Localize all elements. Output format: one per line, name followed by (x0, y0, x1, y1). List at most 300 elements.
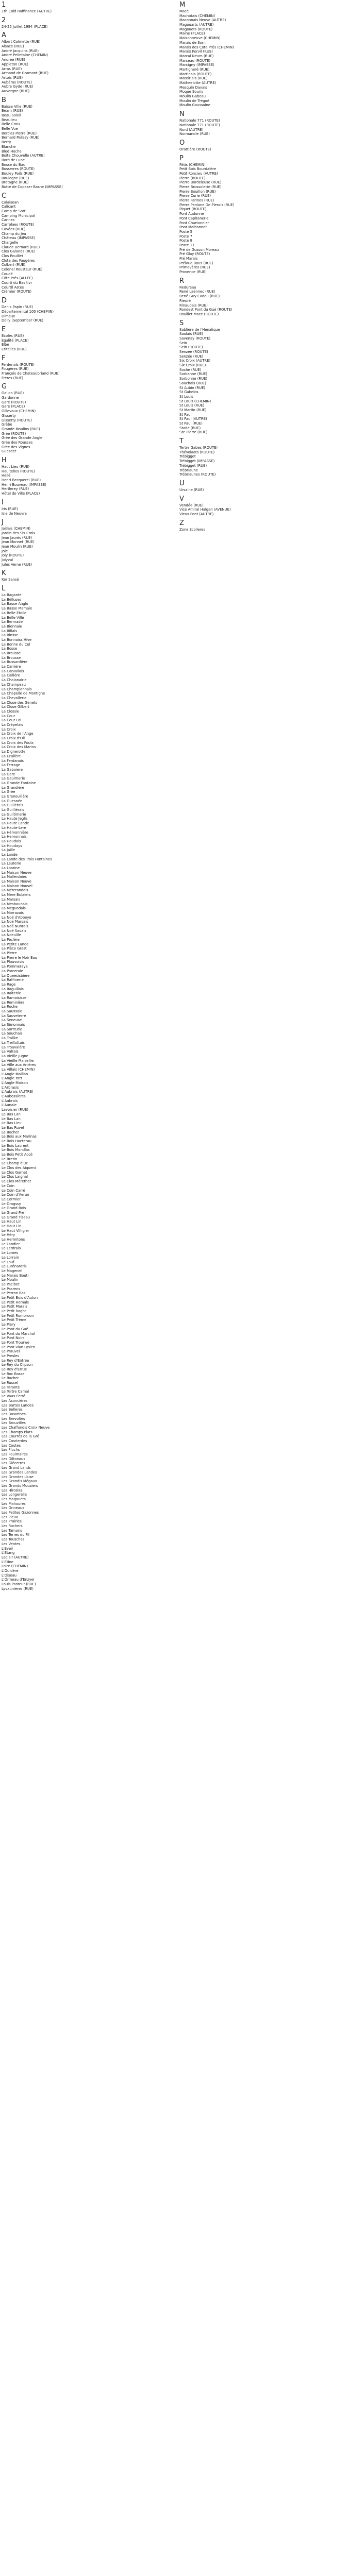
street-link[interactable]: La Haute Jeglis (2, 817, 28, 821)
street-link[interactable]: Le Lerdrais (2, 1246, 21, 1251)
street-link[interactable]: St Gabelos (179, 390, 198, 395)
street-link[interactable]: François de Chateaubriand (RUE) (2, 371, 60, 376)
street-link[interactable]: 24-25 Juillet 1994 (PLACE) (2, 24, 48, 29)
street-link[interactable]: Clos Rouillet (2, 253, 23, 258)
street-link[interactable]: La Ferdanais (2, 758, 24, 763)
street-link[interactable]: Colbert (RUE) (2, 263, 26, 267)
street-link[interactable]: Le Roc Bosse (2, 1371, 25, 1376)
street-link[interactable]: Trébigget (IMPASSE) (179, 459, 215, 464)
street-link[interactable]: Carrolaes (ROUTE) (2, 223, 35, 227)
street-link[interactable]: La Treillottais (2, 1040, 25, 1045)
street-link[interactable]: Maine (PLACE) (179, 31, 205, 36)
street-link[interactable]: Butte de Copaser Basne (IMPASSE) (2, 185, 63, 189)
street-link[interactable]: L'Eveil (2, 1546, 13, 1551)
street-link[interactable]: Pâtis (CHEMIN) (179, 162, 206, 167)
street-link[interactable]: Le Dragssy (2, 1201, 21, 1206)
street-link[interactable]: Gillevaux (CHEMIN) (2, 409, 36, 414)
street-link[interactable]: La Biennaie (2, 624, 22, 629)
street-link[interactable]: Dolly (September (RUE) (2, 318, 44, 323)
street-link[interactable]: La Raffinerie (2, 978, 24, 982)
street-link[interactable]: La Pierre (2, 951, 17, 956)
street-link[interactable]: Orattière (ROUTE) (179, 147, 211, 151)
street-link[interactable]: Les Petites Gazonnes (2, 1511, 39, 1515)
street-link[interactable]: Martigneré (RUE) (179, 67, 210, 72)
street-link[interactable]: La Queesisbière (2, 973, 30, 978)
street-link[interactable]: Gardonne (2, 396, 19, 400)
street-link[interactable]: Les Grand Lands (2, 1466, 31, 1470)
street-link[interactable]: Le Presles (2, 1353, 19, 1358)
street-link[interactable]: Crémier (ROUTE) (2, 290, 32, 294)
street-link[interactable]: Les Grandes Liuse (2, 1475, 34, 1479)
street-link[interactable]: La Cour (2, 714, 15, 718)
street-link[interactable]: Belle Vue (2, 127, 18, 131)
street-link[interactable]: Sablière de l'Hénalique (179, 327, 220, 332)
street-link[interactable]: La Chevallerie (2, 696, 27, 700)
street-link[interactable]: Le Héry (2, 1233, 15, 1238)
street-link[interactable]: Le Grand Bois (2, 1206, 26, 1211)
street-link[interactable]: La Close Gilbert (2, 705, 29, 709)
street-link[interactable]: St Aubin (RUE) (179, 385, 206, 390)
street-link[interactable]: Albert Calmette (RUE) (2, 40, 41, 44)
street-link[interactable]: Senzée (ROUTE) (179, 350, 208, 354)
street-link[interactable]: La Valrais (2, 1049, 19, 1054)
street-link[interactable]: Moque Souris (179, 90, 203, 94)
street-link[interactable]: La Croix de l'Ange (2, 732, 34, 736)
street-link[interactable]: Auvergne (RUE) (2, 89, 30, 93)
street-link[interactable]: Le Coin (2, 1183, 15, 1188)
street-link[interactable]: Camp de Sort (2, 209, 26, 214)
street-link[interactable]: Sorbonne (RUE) (179, 377, 207, 381)
street-link[interactable]: Jean Monnet (RUE) (2, 540, 35, 545)
street-link[interactable]: Le Pasrens (2, 1286, 21, 1291)
street-link[interactable]: Belle Croix (2, 122, 21, 127)
street-link[interactable]: Le Bois Petit Accé (2, 1153, 33, 1157)
street-link[interactable]: Les Bartes Landes (2, 1403, 34, 1408)
street-link[interactable]: La Jaille (2, 848, 15, 853)
street-link[interactable]: L'Oiseau (2, 1573, 17, 1578)
street-link[interactable]: La Guillièrais (2, 808, 24, 812)
street-link[interactable]: Le Lomes (2, 1251, 19, 1256)
street-link[interactable]: Matheelotte (AUTRE) (179, 81, 217, 85)
street-link[interactable]: Blanche (2, 144, 16, 149)
street-link[interactable]: Beaulieu (2, 117, 17, 122)
street-link[interactable]: Clote des Faugères (2, 258, 35, 263)
street-link[interactable]: Les Asoncières (2, 1398, 28, 1403)
street-link[interactable]: Les Foulmaires (2, 1452, 28, 1457)
street-link[interactable]: Trébriaune (179, 468, 198, 472)
street-link[interactable]: Fougères (RUE) (2, 367, 29, 371)
street-link[interactable]: Six Croix (AUTRE) (179, 359, 211, 363)
street-link[interactable]: La Guesnée (2, 799, 23, 803)
street-link[interactable]: La Bagarde (2, 593, 22, 598)
street-link[interactable]: Coudé (2, 272, 13, 276)
street-link[interactable]: Le Bois Haeterau (2, 1139, 31, 1143)
street-link[interactable]: Mateiriais (RUE) (179, 76, 208, 81)
street-link[interactable]: La Saussaie (2, 1009, 23, 1013)
street-link[interactable]: Le Petit Rombruon (2, 1313, 34, 1318)
street-link[interactable]: Sein (ROUTE) (179, 345, 203, 350)
street-link[interactable]: Le Bois Mondlas (2, 1148, 30, 1153)
street-link[interactable]: Les Prairies (2, 1519, 22, 1524)
street-link[interactable]: Beau Soleil (2, 113, 21, 117)
street-link[interactable]: Souchais (RUE) (179, 381, 206, 385)
street-link[interactable]: Le Rey du Clipson (2, 1363, 33, 1367)
street-link[interactable]: La Simonnais (2, 1023, 25, 1027)
street-link[interactable]: Les Chaffondis Croix Neuve (2, 1425, 50, 1430)
street-link[interactable]: Départemental 100 (CHEMIN) (2, 309, 54, 314)
street-link[interactable]: René Guy Cadou (RUE) (179, 294, 220, 299)
street-link[interactable]: La Croix (2, 727, 16, 732)
street-link[interactable]: Thévolaats (ROUTE) (179, 450, 215, 454)
street-link[interactable]: Le Petit Marais (2, 1304, 27, 1309)
street-link[interactable]: Le Clos Mérethet (2, 1179, 31, 1184)
street-link[interactable]: Les Hiroslas (2, 1488, 23, 1493)
street-link[interactable]: Marais des Cote Prés (CHEMIN) (179, 45, 234, 49)
street-link[interactable]: La Grandière (2, 785, 24, 790)
street-link[interactable]: Les Glécerres (2, 1461, 25, 1466)
street-link[interactable]: Le Haut Lin (2, 1219, 22, 1224)
street-link[interactable]: Les Giltonaux (2, 1456, 26, 1461)
street-link[interactable]: La Binsse (2, 633, 19, 638)
street-link[interactable]: L'Angle Maison (2, 1081, 28, 1085)
street-link[interactable]: Marais Kervil (RUE) (179, 49, 213, 54)
street-link[interactable]: La Raguillais (2, 987, 24, 991)
street-link[interactable]: Les Champs Plats (2, 1430, 32, 1434)
street-link[interactable]: Pont Malhonnet (179, 225, 207, 230)
street-link[interactable]: La Sortrurie (2, 1027, 23, 1031)
street-link[interactable]: Bernard Palissy (RUE) (2, 135, 40, 140)
street-link[interactable]: Ker Sansé (2, 578, 19, 582)
street-link[interactable]: La Brousse (2, 651, 21, 655)
street-link[interactable]: St Martin (RUE) (179, 408, 207, 412)
street-link[interactable]: Ste Pierre (RUE) (179, 430, 208, 435)
street-link[interactable]: La Meguodais (2, 906, 26, 911)
street-link[interactable]: Les Pieux (2, 1515, 18, 1519)
street-link[interactable]: Grée des Vignes (2, 445, 30, 449)
street-link[interactable]: Les Grandes Landes (2, 1470, 37, 1475)
street-link[interactable]: Stade (RUE) (179, 426, 201, 430)
street-link[interactable]: Les Mahoures (2, 1501, 26, 1506)
street-link[interactable]: La Pièce Grast (2, 946, 27, 951)
street-link[interactable]: Nationale 771 (ROUTE) (179, 123, 220, 127)
street-link[interactable]: La Houdays (2, 843, 22, 848)
street-link[interactable]: La Marsais (2, 897, 21, 902)
street-link[interactable]: Moulin Gabeau (179, 94, 206, 99)
street-link[interactable]: Pierre Brossolette (RUE) (179, 185, 222, 189)
street-link[interactable]: Bled Hoche (2, 149, 22, 154)
street-link[interactable]: La Carrière (2, 665, 21, 669)
street-link[interactable]: Le Bas Lan (2, 1112, 21, 1116)
street-link[interactable]: Prélaue Bous (RUE) (179, 261, 213, 265)
street-link[interactable]: Pierre Bordeleuse (RUE) (179, 180, 222, 185)
street-link[interactable]: Le Coin d'Aerun (2, 1193, 29, 1197)
street-link[interactable]: La Peclère (2, 938, 20, 942)
street-link[interactable]: La Bussardière (2, 660, 28, 665)
street-link[interactable]: Les Cosrierdes (2, 1439, 27, 1443)
street-link[interactable]: Moulin de Trégué (179, 98, 210, 103)
street-link[interactable]: Aubre Gyde (RUE) (2, 84, 34, 89)
street-link[interactable]: Pont Capitanerie (179, 216, 209, 221)
street-link[interactable]: Château (IMPASSE) (2, 236, 36, 241)
street-link[interactable]: Petit Roncieu (AUTRE) (179, 171, 218, 176)
street-link[interactable]: Maisonneuve (CHEMIN) (179, 36, 221, 41)
street-link[interactable]: Marcai Neum (RUE) (179, 54, 214, 58)
street-link[interactable]: Écoles (RUE) (2, 333, 24, 338)
street-link[interactable]: La Ferrage (2, 763, 20, 768)
street-link[interactable]: La Cour Loi (2, 718, 21, 723)
street-link[interactable]: Le Petit Trème (2, 1318, 27, 1323)
street-link[interactable]: Jaillais (CHEMIN) (2, 527, 30, 531)
street-link[interactable]: La Champeau (2, 682, 26, 687)
street-link[interactable]: Joly (ROUTE) (2, 553, 24, 558)
street-link[interactable]: Piquet (ROUTE) (179, 207, 207, 212)
street-link[interactable]: Grée des Rousses (2, 440, 33, 445)
street-link[interactable]: Le Hermitons (2, 1238, 25, 1242)
street-link[interactable]: La Basse Anglo (2, 602, 28, 606)
street-link[interactable]: Gare (ROUTE) (2, 400, 26, 404)
street-link[interactable]: La Maison Neuve (2, 870, 31, 875)
street-link[interactable]: L'Aunaie (2, 1103, 17, 1108)
street-link[interactable]: La Bélluses (2, 597, 22, 602)
street-link[interactable]: La Morrazais (2, 910, 24, 915)
street-link[interactable]: Le Cormier (2, 1197, 21, 1201)
street-link[interactable]: L'Ormeau d'Enzyer (2, 1578, 35, 1582)
street-link[interactable]: Le Clos des Aiqueni (2, 1166, 36, 1171)
street-link[interactable]: Le Champ d'Or (2, 1161, 28, 1166)
street-link[interactable]: Pont Audonne (179, 212, 204, 216)
street-link[interactable]: Le Louf (2, 1260, 14, 1264)
street-link[interactable]: Vendée (RUE) (179, 503, 204, 507)
street-link[interactable]: La Seneuse (2, 1018, 22, 1023)
street-link[interactable]: St Louis (179, 394, 193, 399)
street-link[interactable]: St Paul (179, 412, 192, 417)
street-link[interactable]: La Vieille Jugne (2, 1054, 28, 1058)
street-link[interactable]: Le Pont du Gué (2, 1327, 28, 1331)
street-link[interactable]: Camping Municipal (2, 213, 35, 218)
street-link[interactable]: La Rage (2, 982, 16, 987)
street-link[interactable]: Le Tertre Camai (2, 1389, 29, 1394)
street-link[interactable]: Le Clos Garnet (2, 1170, 27, 1175)
street-link[interactable]: Macé (179, 9, 189, 13)
street-link[interactable]: André Pelletaine (CHEMIN) (2, 53, 48, 58)
street-link[interactable]: Le Bocher (2, 1130, 19, 1134)
street-link[interactable]: Baisse Ville (RUE) (2, 104, 32, 109)
street-link[interactable]: Saulais (RUE) (179, 332, 203, 336)
street-link[interactable]: Guesdet (2, 449, 16, 454)
street-link[interactable]: La Lande des Trois Fontaines (2, 857, 52, 861)
street-link[interactable]: Le Lurénardris (2, 1264, 27, 1269)
street-link[interactable]: Rouillet Mace (ROUTE) (179, 312, 219, 316)
street-link[interactable]: La Trouvalère (2, 1045, 25, 1049)
street-link[interactable]: Six Croix (RUE) (179, 363, 206, 368)
street-link[interactable]: La Ramaisisse (2, 995, 27, 1000)
street-link[interactable]: Rieuré (179, 298, 191, 303)
street-link[interactable]: L'Arbrasis (2, 1085, 19, 1090)
street-link[interactable]: Isle de Neuvre (2, 511, 27, 516)
street-link[interactable]: La Maison Neuve (2, 879, 31, 884)
street-link[interactable]: Senzée (RUE) (179, 354, 204, 359)
street-link[interactable]: Les Coutes (2, 1443, 21, 1448)
street-link[interactable]: La Trallke (2, 1036, 18, 1041)
street-link[interactable]: Soche (RUE) (179, 367, 202, 372)
street-link[interactable]: Le Prauvel (2, 1349, 20, 1354)
street-link[interactable]: La Brousse (2, 655, 21, 660)
street-link[interactable]: Jules Verne (RUE) (2, 562, 32, 567)
street-link[interactable]: Les Brevoltes (2, 1416, 25, 1421)
street-link[interactable]: Les Grandis Mégaux (2, 1479, 37, 1484)
street-link[interactable]: La Bonnaiss Hive (2, 637, 32, 642)
street-link[interactable]: Appleton (RUE) (2, 62, 28, 66)
street-link[interactable]: Le Bas Lan (2, 1116, 21, 1121)
street-link[interactable]: Hertlerey (RUE) (2, 487, 29, 492)
street-link[interactable]: Jean Moulin (RUE) (2, 544, 33, 549)
street-link[interactable]: Le Rey d'Errue (2, 1367, 27, 1371)
street-link[interactable]: Primevères (RUE) (179, 265, 210, 270)
street-link[interactable]: Denis Papin (RUE) (2, 305, 34, 310)
street-link[interactable]: Le Bas Ruvel (2, 1125, 24, 1130)
street-link[interactable]: La Grande Fontaine (2, 781, 36, 785)
street-link[interactable]: L'Aubrais (2, 1098, 18, 1103)
street-link[interactable]: Eritelles (RUE) (2, 347, 27, 351)
street-link[interactable]: La Croix d'Oll (2, 736, 25, 741)
street-link[interactable]: Leclair (AUTRE) (2, 1555, 29, 1560)
street-link[interactable]: Le Rey d'Entrée (2, 1358, 29, 1363)
street-link[interactable]: Nationale 771 (ROUTE) (179, 118, 220, 123)
street-link[interactable]: Les Bosarines (2, 1412, 26, 1416)
street-link[interactable]: Le Coin Carré (2, 1188, 25, 1193)
street-link[interactable]: Boulogne (RUE) (2, 176, 29, 180)
street-link[interactable]: La Noë d'Abbeye (2, 915, 31, 920)
street-link[interactable]: Grèbe (2, 422, 12, 427)
street-link[interactable]: Les Terres du Fil (2, 1533, 29, 1537)
street-link[interactable]: La Pierre le Noir Eau (2, 955, 37, 960)
street-link[interactable]: Courti du Bas tivr (2, 281, 32, 285)
street-link[interactable]: Hôtel de Ville (PLACE) (2, 492, 40, 496)
street-link[interactable]: Sorbanne (RUE) (179, 372, 208, 377)
street-link[interactable]: Pré Glay (ROUTE) (179, 252, 210, 257)
street-link[interactable]: Le Grand Pré (2, 1210, 24, 1215)
street-link[interactable]: Cavées (RUE) (2, 227, 26, 231)
street-link[interactable]: La Chapelle de Montigne (2, 691, 45, 696)
street-link[interactable]: Le Bas Lieu (2, 1121, 22, 1126)
street-link[interactable]: Les Longerelle (2, 1493, 27, 1497)
street-link[interactable]: L'Ouidère (2, 1568, 19, 1573)
street-link[interactable]: La Gaboiere (2, 767, 23, 772)
street-link[interactable]: Pierre (ROUTE) (179, 176, 206, 180)
street-link[interactable]: La Haute-Lere (2, 825, 26, 830)
street-link[interactable]: Poste 8 (179, 239, 192, 243)
street-link[interactable]: Pierre Farines (RUE) (179, 198, 214, 203)
street-link[interactable]: Trébigget (RUE) (179, 463, 207, 468)
street-link[interactable]: La Belle Ville (2, 615, 24, 620)
street-link[interactable]: La Porceraie (2, 969, 23, 973)
street-link[interactable]: Les Magouets (2, 1497, 26, 1501)
street-link[interactable]: Jolyval (2, 558, 13, 562)
street-link[interactable]: Poste 11 (179, 243, 195, 247)
street-link[interactable]: La Noë Marsais (2, 920, 28, 924)
street-link[interactable]: La Lande (2, 852, 18, 857)
street-link[interactable]: Ferdenals (ROUTE) (2, 362, 35, 367)
street-link[interactable]: L'Aubrais (AUTRE) (2, 1090, 34, 1094)
street-link[interactable]: Berry (2, 140, 11, 145)
street-link[interactable]: Chargelle (2, 240, 19, 245)
street-link[interactable]: Le Tarante (2, 1385, 20, 1389)
street-link[interactable]: La Hervonnais (2, 835, 27, 839)
street-link[interactable]: Les Onneaux (2, 1506, 25, 1511)
street-link[interactable]: Lyvaunières (RUE) (2, 1586, 34, 1591)
street-link[interactable]: Alsace (RUE) (2, 44, 24, 49)
street-link[interactable]: Marceau (ROUTE) (179, 58, 211, 63)
street-link[interactable]: Béarn (RUE) (2, 109, 23, 113)
street-link[interactable]: Armand de Gramont (RUE) (2, 71, 48, 76)
street-link[interactable]: Le Russel (2, 1381, 18, 1385)
street-link[interactable]: St Paul (AUTRE) (179, 417, 207, 421)
street-link[interactable]: La Souchais (2, 1031, 23, 1036)
street-link[interactable]: Rinaudais (RUE) (179, 303, 208, 308)
street-link[interactable]: Petit Bois Bourdalère (179, 167, 217, 172)
street-link[interactable]: Magouets (ROUTE) (179, 27, 213, 31)
street-link[interactable]: Bretagne (RUE) (2, 180, 29, 185)
street-link[interactable]: André Jacquins (RUE) (2, 48, 39, 53)
street-link[interactable]: La Guillerais (2, 803, 23, 808)
street-link[interactable]: Moulin Gaussaine (179, 103, 210, 108)
street-link[interactable]: Le Petit Bois d'Auton (2, 1296, 38, 1300)
street-link[interactable]: Pierre Curie (RUE) (179, 194, 211, 198)
street-link[interactable]: Machotais (CHEMIN) (179, 13, 216, 18)
street-link[interactable]: Les Grands Mousiers (2, 1483, 38, 1488)
street-link[interactable]: La Mesbaunais (2, 902, 28, 906)
street-link[interactable]: Vice Amiral Halgan (AVENUE) (179, 507, 231, 512)
street-link[interactable]: La Maison Nouvel (2, 884, 32, 888)
street-link[interactable]: Jean Jaurès (RUE) (2, 535, 32, 540)
street-link[interactable]: Joie (2, 549, 8, 553)
street-link[interactable]: Clos Galands (RUE) (2, 249, 36, 254)
street-link[interactable]: Claude Bernard (RUE) (2, 245, 40, 249)
street-link[interactable]: Boîte Chouvelle (AUTRE) (2, 154, 45, 158)
street-link[interactable]: La Grenouillère (2, 794, 28, 799)
street-link[interactable]: L'Angle Maillan (2, 1072, 28, 1076)
street-link[interactable]: Le Magenel (2, 1268, 22, 1273)
street-link[interactable]: Gare (PLACE) (2, 404, 25, 409)
street-link[interactable]: L'Angle Yatt (2, 1076, 22, 1081)
street-link[interactable]: La Écullère (2, 754, 21, 758)
street-link[interactable]: La Close des Genets (2, 700, 38, 705)
street-link[interactable]: La Hérvonnière (2, 830, 28, 835)
street-link[interactable]: Grée (ROUTE) (2, 431, 26, 436)
street-link[interactable]: La Haute Lande (2, 821, 29, 826)
street-link[interactable]: St Louis (RUE) (179, 403, 205, 408)
street-link[interactable]: La Noë Savais (2, 928, 26, 933)
street-link[interactable]: Haut Lieu (RUE) (2, 465, 30, 469)
street-link[interactable]: Grée des Grande Angle (2, 436, 43, 440)
street-link[interactable]: Poste 7 (179, 234, 192, 239)
street-link[interactable]: Fréres (RUE) (2, 376, 24, 380)
street-link[interactable]: La Plouvoisis (2, 960, 24, 964)
street-link[interactable]: Gisserty (ROUTE) (2, 418, 32, 422)
street-link[interactable]: La Petite Lande (2, 942, 29, 946)
street-link[interactable]: Grande Moulins (RUE) (2, 427, 40, 431)
street-link[interactable]: La Vieille Maisellie (2, 1058, 34, 1063)
street-link[interactable]: La Loraine (2, 866, 20, 870)
street-link[interactable]: Le Rocher (2, 1376, 19, 1381)
street-link[interactable]: Le Pont du Marchal (2, 1331, 35, 1336)
street-link[interactable]: Pré de Gusson Moreau (179, 247, 219, 252)
street-link[interactable]: Le Pont Vian Lysien (2, 1345, 36, 1349)
street-link[interactable]: Bosse du Bac (2, 162, 25, 167)
street-link[interactable]: Bouley Pails (RUE) (2, 171, 34, 176)
street-link[interactable]: Trébriaunes (ROUTE) (179, 472, 216, 477)
street-link[interactable]: Les Brouvilles (2, 1421, 26, 1426)
